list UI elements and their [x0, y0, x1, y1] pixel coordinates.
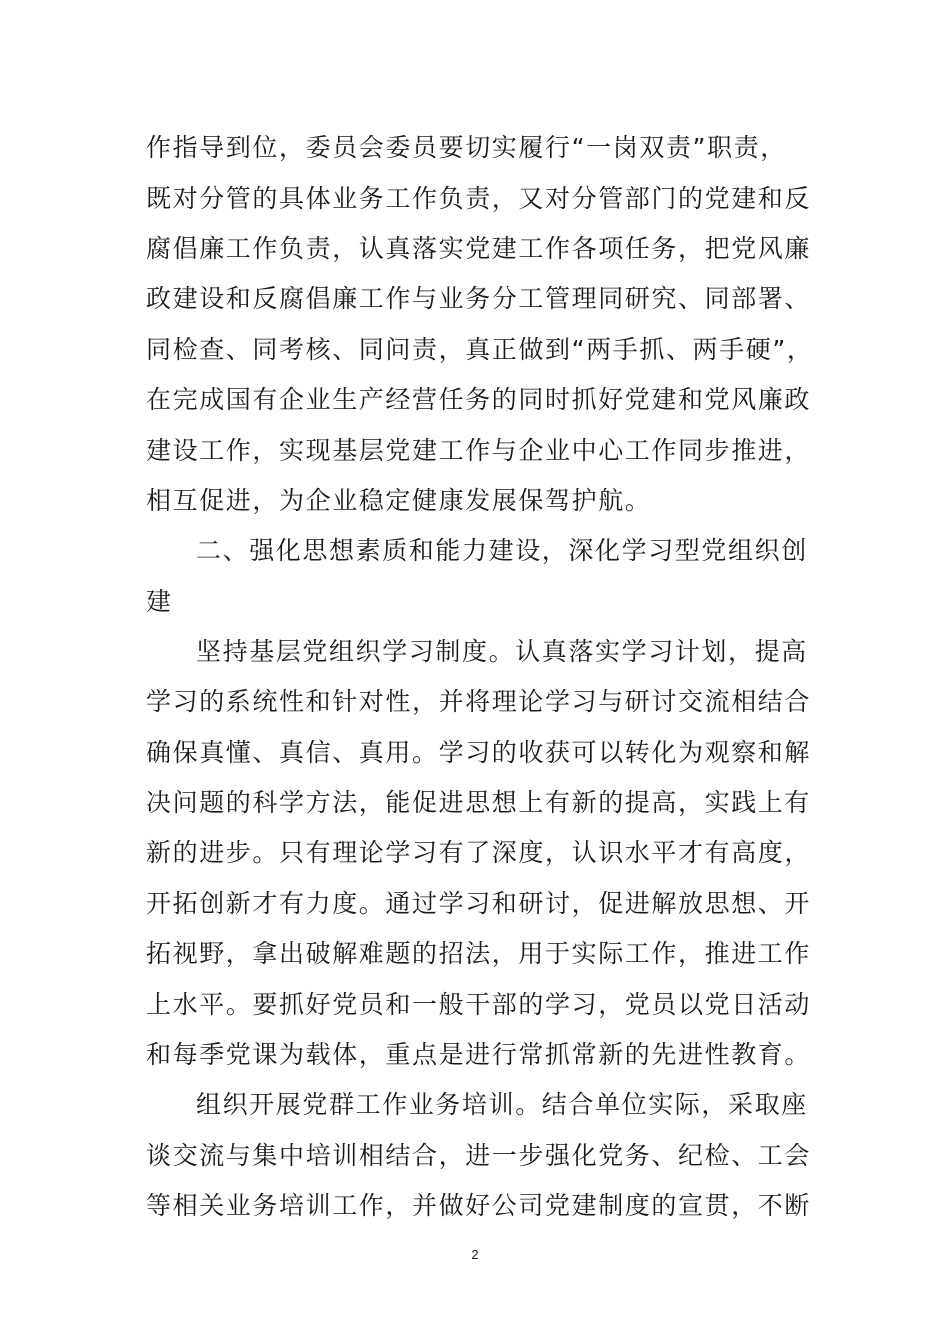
text-line: 在完成国有企业生产经营任务的同时抓好党建和党风廉政 — [146, 385, 812, 414]
text-line: 谈交流与集中培训相结合，进一步强化党务、纪检、工会 — [146, 1141, 812, 1170]
text-line: 上水平。要抓好党员和一般干部的学习，党员以党日活动 — [146, 990, 812, 1019]
text-line: 新的进步。只有理论学习有了深度，认识水平才有高度， — [146, 838, 812, 867]
text-line: 相互促进，为企业稳定健康发展保驾护航。 — [146, 486, 652, 515]
text-line: 确保真懂、真信、真用。学习的收获可以转化为观察和解 — [146, 738, 812, 767]
text-line: 同检查、同考核、同问责，真正做到“两手抓、两手硬”， — [146, 335, 814, 364]
text-line: 拓视野，拿出破解难题的招法，用于实际工作，推进工作 — [146, 939, 812, 968]
text-line: 等相关业务培训工作，并做好公司党建制度的宣贯，不断 — [146, 1191, 812, 1220]
text-line: 组织开展党群工作业务培训。结合单位实际，采取座 — [196, 1090, 808, 1119]
text-line: 学习的系统性和针对性，并将理论学习与研讨交流相结合 — [146, 687, 812, 716]
text-line: 建设工作，实现基层党建工作与企业中心工作同步推进， — [146, 436, 812, 465]
section-heading-continued: 建 — [146, 587, 173, 616]
text-line: 腐倡廉工作负责，认真落实党建工作各项任务，把党风廉 — [146, 234, 812, 263]
page-number: 2 — [471, 1247, 479, 1262]
section-heading: 二、强化思想素质和能力建设，深化学习型党组织创 — [196, 536, 808, 565]
text-line: 和每季党课为载体，重点是进行常抓常新的先进性教育。 — [146, 1040, 812, 1069]
text-line: 作指导到位，委员会委员要切实履行“一岗双责”职责， — [146, 133, 787, 162]
text-line: 决问题的科学方法，能促进思想上有新的提高，实践上有 — [146, 788, 812, 817]
text-line: 既对分管的具体业务工作负责，又对分管部门的党建和反 — [146, 184, 812, 213]
text-line: 开拓创新才有力度。通过学习和研讨，促进解放思想、开 — [146, 889, 812, 918]
text-line: 坚持基层党组织学习制度。认真落实学习计划，提高 — [196, 637, 808, 666]
text-line: 政建设和反腐倡廉工作与业务分工管理同研究、同部署、 — [146, 284, 812, 313]
